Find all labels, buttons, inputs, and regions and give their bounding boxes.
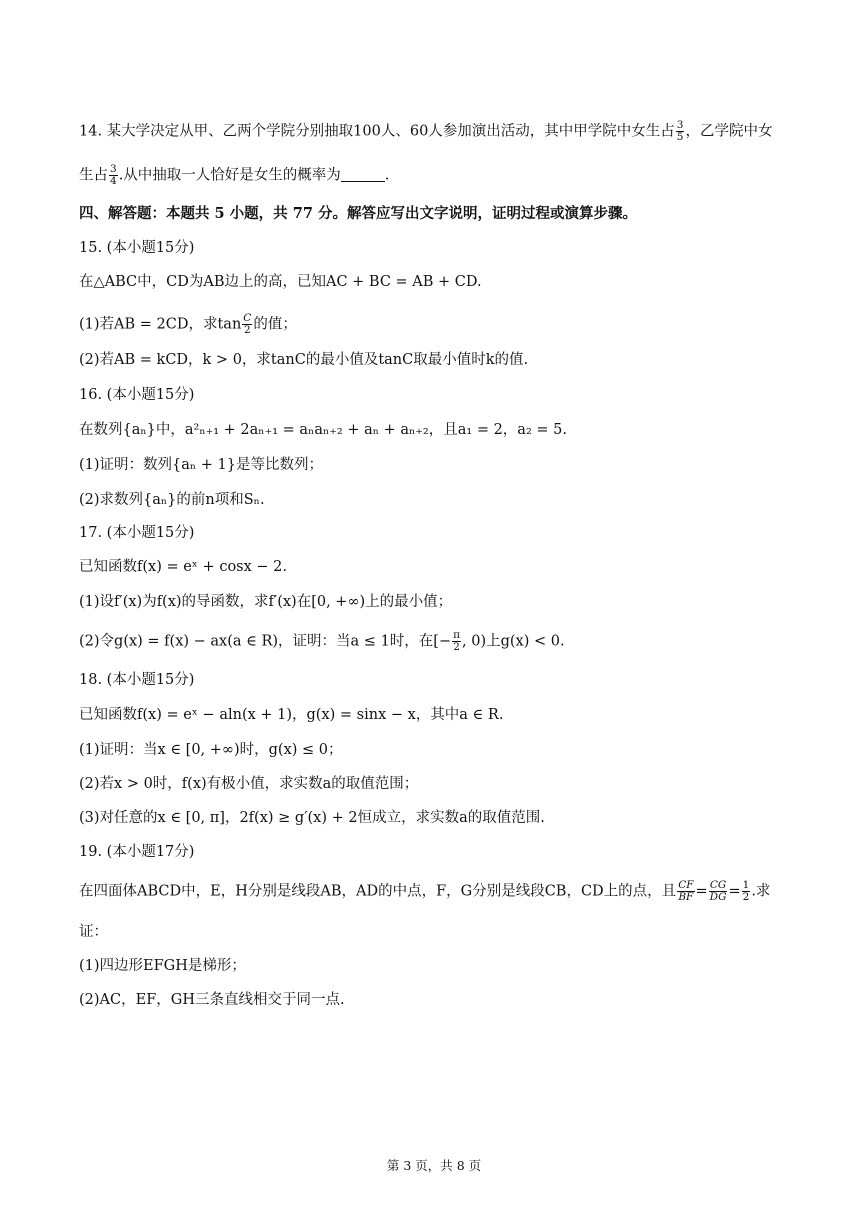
q14-text-a: 14. 某大学决定从甲、乙两个学院分别抽取100人、60人参加演出活动，其中甲学院中女生占	[79, 123, 675, 140]
q16-stem: 在数列{aₙ}中，a²ₙ₊₁ + 2aₙ₊₁ = aₙaₙ₊₂ + aₙ + aₙ₊₂，且a₁ = 2，a₂ = 5.	[79, 422, 567, 438]
q18-part-3: (3)对任意的x ∈ [0, π]，2f(x) ≥ g′(x) + 2恒成立，求实数a的取值范围.	[79, 810, 545, 826]
q19-title: 19. (本小题17分)	[79, 844, 195, 860]
q17-part-2-text-a: (2)令g(x) = f(x) − ax(a ∈ R)，证明：当a ≤ 1时，在[−	[79, 633, 452, 650]
q19-part-2: (2)AC，EF，GH三条直线相交于同一点.	[79, 992, 345, 1008]
q16-part-1: (1)证明：数列{aₙ + 1}是等比数列；	[79, 457, 323, 473]
q15-part-1-text-b: 的值；	[253, 316, 297, 333]
q14-line-1	[79, 120, 799, 143]
q18-part-2: (2)若x > 0时，f(x)有极小值，求实数a的取值范围；	[79, 776, 419, 792]
q15-fraction-c-2: $\frac{C}{2}$	[243, 312, 252, 336]
q17-title: 17. (本小题15分)	[79, 525, 195, 541]
q17-part-2	[79, 630, 799, 653]
q19-stem-text-a: 在四面体ABCD中，E，H分别是线段AB，AD的中点，F，G分别是线段CB，CD上的点，且	[79, 883, 677, 900]
answer-blank	[341, 167, 385, 182]
q19-fraction-cf-bf: $\frac{CF}{BF}$	[678, 879, 694, 903]
q19-stem-line-2: 证：	[79, 924, 108, 940]
q18-stem: 已知函数f(x) = eˣ − aln(x + 1)，g(x) = sinx − x，其中a ∈ R.	[79, 707, 504, 723]
q16-part-2: (2)求数列{aₙ}的前n项和Sₙ.	[79, 492, 265, 508]
q18-title: 18. (本小题15分)	[79, 672, 195, 688]
q14-text-b: ，乙学院中女	[685, 123, 773, 140]
q14-fraction-3-4: $\frac{3}{4}$	[110, 163, 117, 187]
q14-text-c: 生占	[79, 167, 108, 184]
q14-text-e: .	[384, 167, 390, 184]
q17-stem: 已知函数f(x) = eˣ + cosx − 2.	[79, 559, 287, 575]
section-heading: 四、解答题：本题共 5 小题，共 77 分。解答应写出文字说明，证明过程或演算步骤。	[79, 205, 637, 222]
q18-part-1: (1)证明：当x ∈ [0, +∞)时，g(x) ≤ 0；	[79, 742, 343, 758]
q19-equals-1: =	[695, 883, 708, 900]
q15-part-1-text-a: (1)若AB = 2CD，求tan	[79, 316, 242, 333]
q15-stem: 在△ABC中，CD为AB边上的高，已知AC + BC = AB + CD.	[79, 274, 482, 290]
q19-part-1: (1)四边形EFGH是梯形；	[79, 958, 246, 974]
q15-part-2: (2)若AB = kCD，k > 0，求tanC的最小值及tanC取最小值时k的值.	[79, 352, 529, 368]
q15-part-1	[79, 313, 799, 336]
q14-fraction-3-5: $\frac{3}{5}$	[676, 119, 684, 143]
q19-stem-line-1	[79, 880, 799, 903]
q14-line-2	[79, 164, 799, 187]
page-footer: 第 3 页，共 8 页	[386, 1158, 482, 1173]
q19-fraction-cg-dg: $\frac{CG}{DG}$	[709, 879, 727, 903]
q14-text-d: .从中抽取一人恰好是女生的概率为	[118, 167, 341, 184]
q17-part-1: (1)设f′(x)为f(x)的导函数，求f′(x)在[0, +∞)上的最小值；	[79, 594, 453, 610]
q17-part-2-text-b: , 0)上g(x) < 0.	[462, 633, 565, 650]
q19-fraction-1-2: $\frac{1}{2}$	[742, 879, 750, 903]
q19-equals-2: =	[728, 883, 741, 900]
q19-stem-text-b: .求	[751, 883, 771, 900]
q15-title: 15. (本小题15分)	[79, 240, 195, 256]
q17-fraction-pi-2: $\frac{\pi}{2}$	[453, 629, 461, 653]
q16-title: 16. (本小题15分)	[79, 387, 195, 403]
